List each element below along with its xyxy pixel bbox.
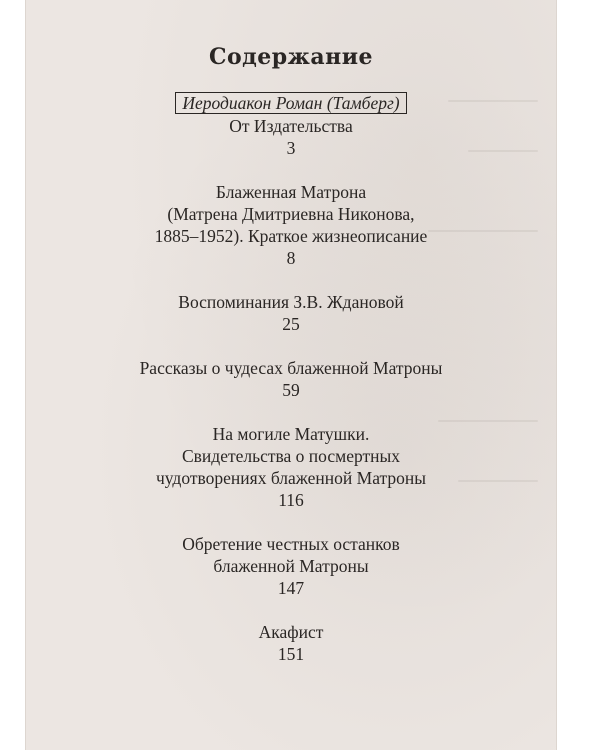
entry-title-line: Свидетельства о посмертных (181, 446, 400, 466)
book-page (26, 0, 556, 750)
toc-entry (26, 621, 556, 665)
entry-title-line: На могиле Матушки. (212, 424, 370, 444)
entry-title-line: блаженной Матроны (213, 556, 369, 576)
author-name: Иеродиакон Роман (Тамберг) (175, 92, 406, 114)
entry-title-line: Обретение честных останков (182, 534, 400, 554)
entry-title-line: (Матрена Дмитриевна Никонова, (167, 204, 415, 224)
toc-entry (26, 92, 556, 159)
toc-entry (26, 357, 556, 401)
toc-entry (26, 291, 556, 335)
entry-page-number: 147 (277, 578, 305, 598)
entry-title-line: От Издательства (229, 116, 353, 136)
entry-page-number: 59 (282, 380, 300, 400)
entry-page-number: 3 (286, 138, 296, 158)
entry-page-number: 8 (286, 248, 296, 268)
entry-page-number: 151 (277, 644, 305, 664)
page-title: Содержание (208, 44, 374, 70)
toc-entry (26, 533, 556, 599)
entry-title-line: Рассказы о чудесах блаженной Матроны (139, 358, 443, 378)
table-of-contents (26, 92, 556, 687)
entry-title-line: Акафист (258, 622, 324, 642)
entry-page-number: 25 (282, 314, 300, 334)
toc-entry (26, 181, 556, 269)
entry-title-line: Воспоминания З.В. Ждановой (178, 292, 404, 312)
entry-title-line: чудотворениях блаженной Матроны (155, 468, 426, 488)
entry-page-number: 116 (278, 490, 304, 510)
entry-title-line: 1885–1952). Краткое жизнеописание (154, 226, 428, 246)
entry-title-line: Блаженная Матрона (215, 182, 367, 202)
toc-entry (26, 423, 556, 511)
